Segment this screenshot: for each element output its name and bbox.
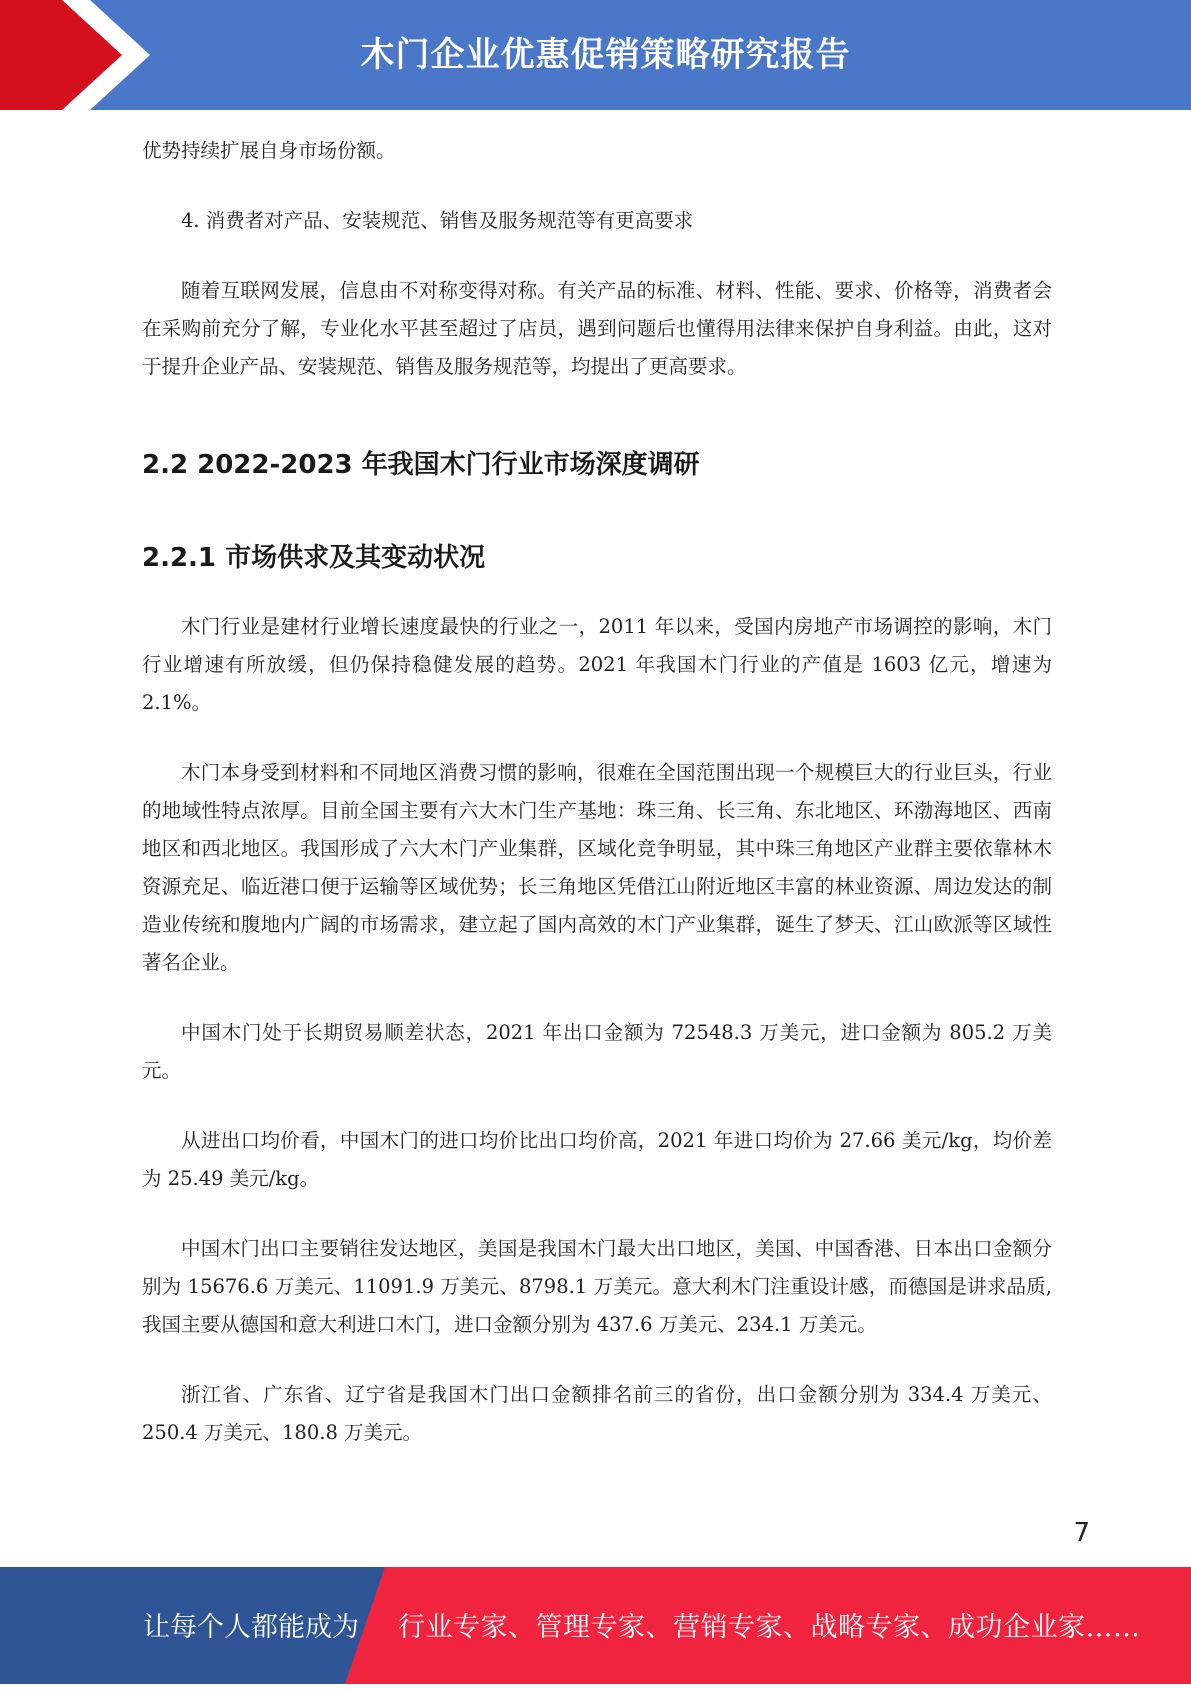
footer-slogan-left: 让每个人都能成为	[143, 1612, 359, 1643]
page-number: 7	[1073, 1518, 1090, 1548]
footer-slogan-right: 行业专家、管理专家、营销专家、战略专家、成功企业家……	[398, 1612, 1141, 1643]
header-title: 木门企业优惠促销策略研究报告	[360, 35, 851, 75]
paragraph-provinces: 浙江省、广东省、辽宁省是我国木门出口金额排名前三的省份，出口金额分别为 334.4 万美元、250.4 万美元、180.8 万美元。	[142, 1383, 1052, 1444]
paragraph-trade: 中国木门处于长期贸易顺差状态，2021 年出口金额为 72548.3 万美元，进口金额为 805.2 万美元。	[142, 1021, 1052, 1082]
section-heading-2-2: 2.2 2022-2023 年我国木门行业市场深度调研	[142, 450, 700, 480]
document-body	[142, 132, 1052, 1484]
page-header	[0, 0, 1191, 110]
paragraph-continued: 优势持续扩展自身市场份额。	[142, 139, 396, 162]
list-item-4: 4. 消费者对产品、安装规范、销售及服务规范等有更高要求	[181, 209, 694, 232]
paragraph-export-destinations: 中国木门出口主要销往发达地区，美国是我国木门最大出口地区，美国、中国香港、日本出口金额分别为 15676.6 万美元、11091.9 万美元、8798.1 万美元。意大利木门注重设计感，而德国是讲求品质,我国主要从德国和意大利进口木门，进口金额分别为 437.6 万美元、234.1 万美元。	[142, 1237, 1052, 1336]
page-footer	[0, 1567, 1191, 1684]
section-heading-2-2-1: 2.2.1 市场供求及其变动状况	[142, 543, 486, 573]
paragraph-growth: 木门行业是建材行业增长速度最快的行业之一，2011 年以来，受国内房地产市场调控的影响，木门行业增速有所放缓，但仍保持稳健发展的趋势。2021 年我国木门行业的产值是 1603 亿元，增速为 2.1%。	[142, 615, 1052, 714]
paragraph-price: 从进出口均价看，中国木门的进口均价比出口均价高，2021 年进口均价为 27.66 美元/kg，均价差为 25.49 美元/kg。	[142, 1129, 1052, 1190]
paragraph-regions: 木门本身受到材料和不同地区消费习惯的影响，很难在全国范围出现一个规模巨大的行业巨头，行业的地域性特点浓厚。目前全国主要有六大木门生产基地：珠三角、长三角、东北地区、环渤海地区、西南地区和西北地区。我国形成了六大木门产业集群，区域化竞争明显，其中珠三角地区产业群主要依靠林木资源充足、临近港口便于运输等区域优势；长三角地区凭借江山附近地区丰富的林业资源、周边发达的制造业传统和腹地内广阔的市场需求，建立起了国内高效的木门产业集群，诞生了梦天、江山欧派等区域性著名企业。	[142, 761, 1052, 974]
paragraph-internet: 随着互联网发展，信息由不对称变得对称。有关产品的标准、材料、性能、要求、价格等，消费者会在采购前充分了解，专业化水平甚至超过了店员，遇到问题后也懂得用法律来保护自身利益。由此，这对于提升企业产品、安装规范、销售及服务规范等，均提出了更高要求。	[142, 279, 1052, 378]
